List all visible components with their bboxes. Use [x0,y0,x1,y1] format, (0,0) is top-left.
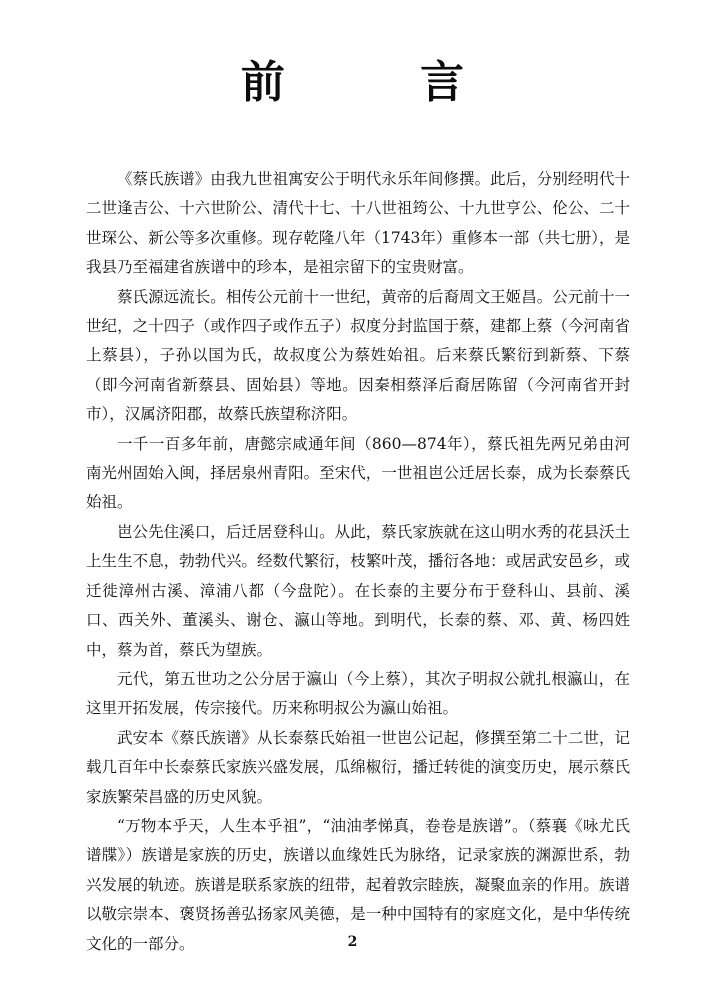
paragraph: “万物本乎天，人生本乎祖”，“油油孝悌真，卷卷是族谱”。（蔡襄《咏尤氏谱牒》）族谱是家族的历史，族谱以血缘姓氏为脉络，记录家族的渊源世系，勃兴发展的轨迹。族谱是联系家族的纽带，起着敦宗睦族，凝聚血亲的作用。族谱以敬宗崇本、褒贤扬善弘扬家风美德，是一种中国特有的家庭文化，是中华传统文化的一部分。 [86,816,630,953]
preface-body [86,165,630,959]
paragraph: 岜公先住溪口，后迁居登科山。从此，蔡氏家族就在这山明水秀的花县沃土上生生不息，勃勃代兴。经数代繁衍，枝繁叶茂，播衍各地：或居武安邑乡，或迁徙漳州古溪、漳浦八都（今盘陀）。在长泰的主要分布于登科山、县前、溪口、西关外、董溪头、谢仓、瀛山等地。到明代，长泰的蔡、邓、黄、杨四姓中，蔡为首，蔡氏为望族。 [86,522,630,659]
paragraph: 《蔡氏族谱》由我九世祖寓安公于明代永乐年间修撰。此后，分别经明代十二世逢吉公、十六世阶公、清代十七、十八世祖筠公、十九世亨公、伦公、二十世琛公、新公等多次重修。现存乾隆八年（1743年）重修本一部（共七册），是我县乃至福建省族谱中的珍本，是祖宗留下的宝贵财富。 [86,170,630,277]
page-title: 前 言 [240,57,525,108]
paragraph: 蔡氏源远流长。相传公元前十一世纪，黄帝的后裔周文王姬昌。公元前十一世纪，之十四子（或作四子或作五子）叔度分封监国于蔡，建都上蔡（今河南省上蔡县），子孙以国为氏，故叔度公为蔡姓始祖。后来蔡氏繁衍到新蔡、下蔡（即今河南省新蔡县、固始县）等地。因秦相蔡泽后裔居陈留（今河南省开封市），汉属济阳郡，故蔡氏族望称济阳。 [86,287,630,424]
page-number: 2 [347,934,358,950]
paragraph: 元代，第五世功之公分居于瀛山（今上蔡），其次子明叔公就扎根瀛山，在这里开拓发展，传宗接代。历来称明叔公为瀛山始祖。 [86,669,630,718]
paragraph: 武安本《蔡氏族谱》从长泰蔡氏始祖一世岜公记起，修撰至第二十二世，记载几百年中长泰蔡氏家族兴盛发展，瓜绵椒衍，播迁转徙的演变历史，展示蔡氏家族繁荣昌盛的历史风貌。 [86,728,630,806]
paragraph: 一千一百多年前，唐懿宗咸通年间（860—874年），蔡氏祖先两兄弟由河南光州固始入闽，择居泉州青阳。至宋代，一世祖岜公迁居长泰，成为长泰蔡氏始祖。 [86,434,630,512]
